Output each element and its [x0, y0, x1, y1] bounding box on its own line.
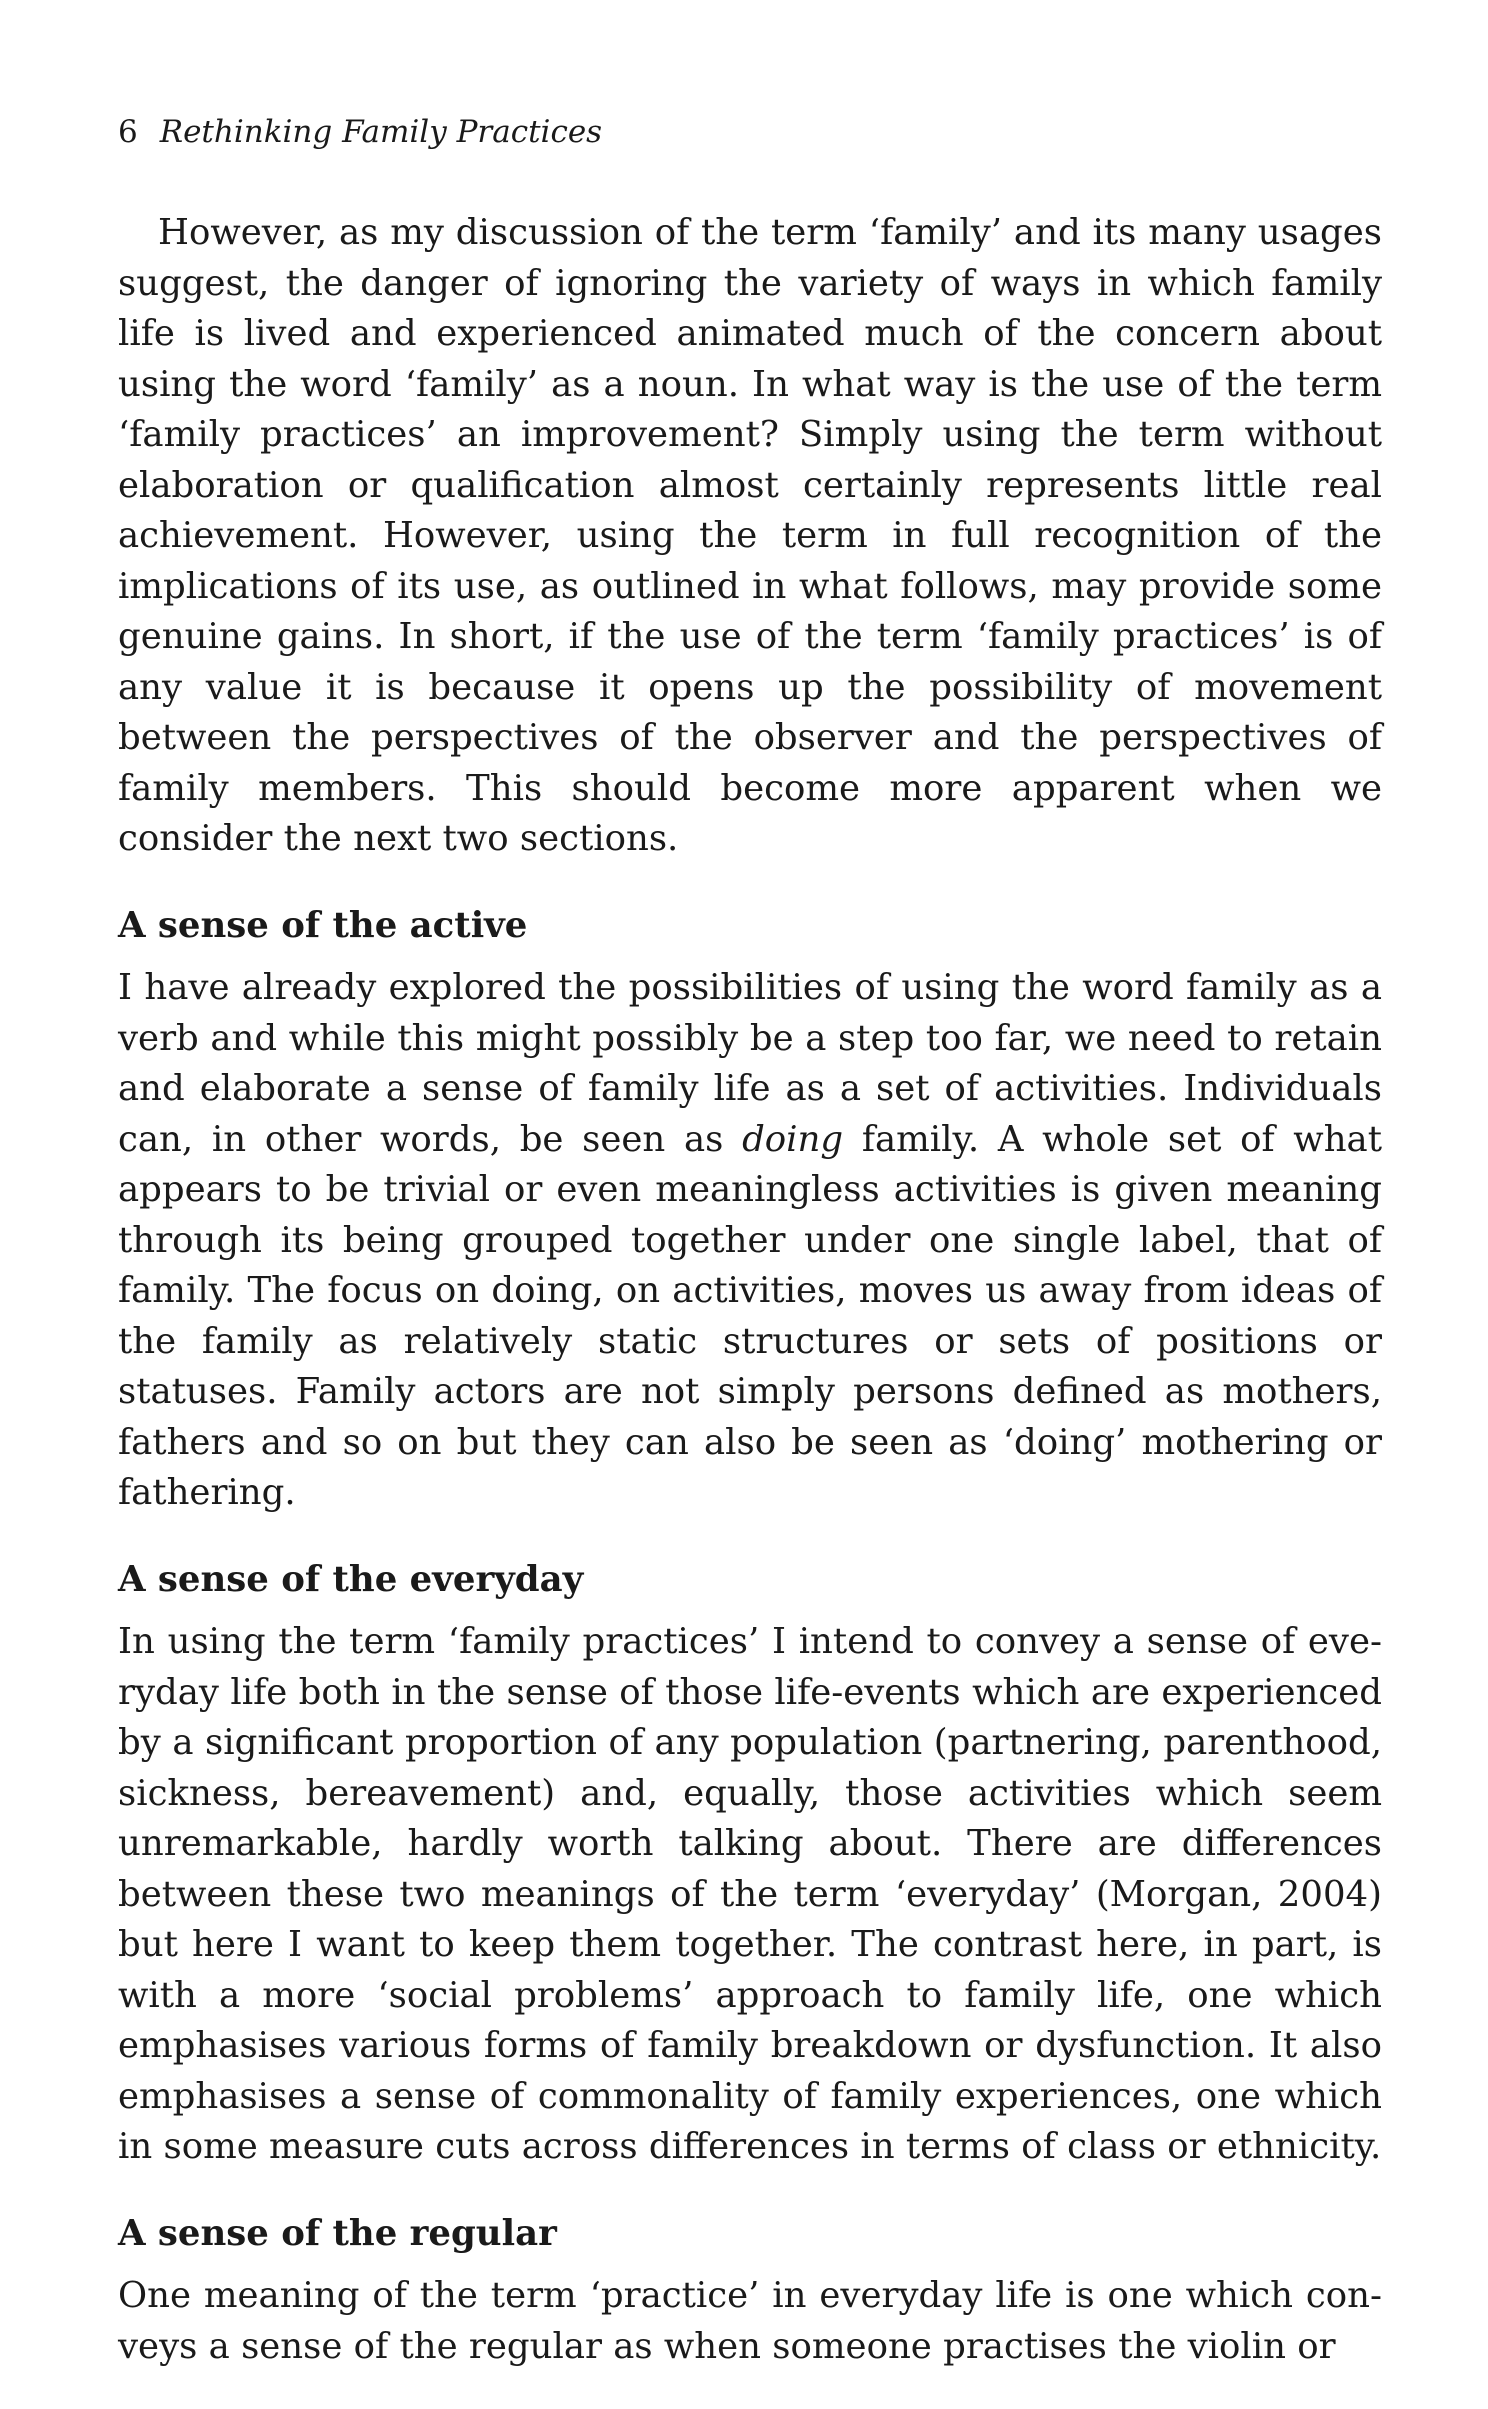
regular-paragraph: One meaning of the term ‘practice’ in everyday life is one which conveys a sense of the regular as when someone practises the violin or: [118, 2275, 1382, 2367]
section-heading-regular: A sense of the regular: [118, 2212, 557, 2254]
book-title: Rethinking Family Practices: [159, 114, 603, 150]
page-number: 6: [118, 114, 138, 150]
running-head: [118, 112, 602, 152]
everyday-paragraph: In using the term ‘family practices’ I intend to convey a sense of everyday life both in the sense of those life-events which are experienced by a significant proportion of any population (partnering, parenthood, sickness, bereavement) and, equally, those activities which seem unremarkable, hardly worth talking about. There are differences between these two meanings of the term ‘everyday’ (Morgan, 2004) but here I want to keep them together. The contrast here, in part, is with a more ‘social problems’ approach to family life, one which emphasises various forms of family breakdown or dysfunction. It also emphasises a sense of commonality of family experiences, one which in some measure cuts across differences in terms of class or ethnicity.: [118, 1621, 1382, 2167]
active-text-part-2: family. A whole set of what appears to be trivial or even meaningless activities is given meaning through its being grouped together under one single label, that of family. The focus on doing, on activities, moves us away from ideas of the family as relatively static structures or sets of positions or statuses. Family actors are not simply persons defined as mothers, fathers and so on but they can also be seen as ‘doing’ mothering or fathering.: [118, 1118, 1382, 1513]
intro-paragraph: However, as my discussion of the term ‘family’ and its many usages suggest, the danger of ignoring the variety of ways in which family life is lived and experienced animated much of the concern about using the word ‘family’ as a noun. In what way is the use of the term ‘family practices’ an improvement? Simply using the term without elaboration or qualification almost certainly represents little real achievement. However, using the term in full recognition of the implications of its use, as outlined in what follows, may provide some genuine gains. In short, if the use of the term ‘family practices’ is of any value it is because it opens up the possibility of movement between the perspectives of the observer and the perspectives of family members. This should become more apparent when we consider the next two sections.: [118, 212, 1382, 859]
active-paragraph: [118, 963, 1382, 1519]
active-text-part-1: I have already explored the possibilities of using the word family as a verb and while this might possibly be a step too far, we need to retain and elaborate a sense of family life as a set of activities. Individuals can, in other words, be seen as: [118, 967, 1382, 1160]
active-italic-word: doing: [742, 1118, 844, 1160]
section-heading-active: A sense of the active: [118, 904, 528, 946]
body-text: [118, 208, 1382, 2372]
section-heading-everyday: A sense of the everyday: [118, 1558, 584, 1600]
